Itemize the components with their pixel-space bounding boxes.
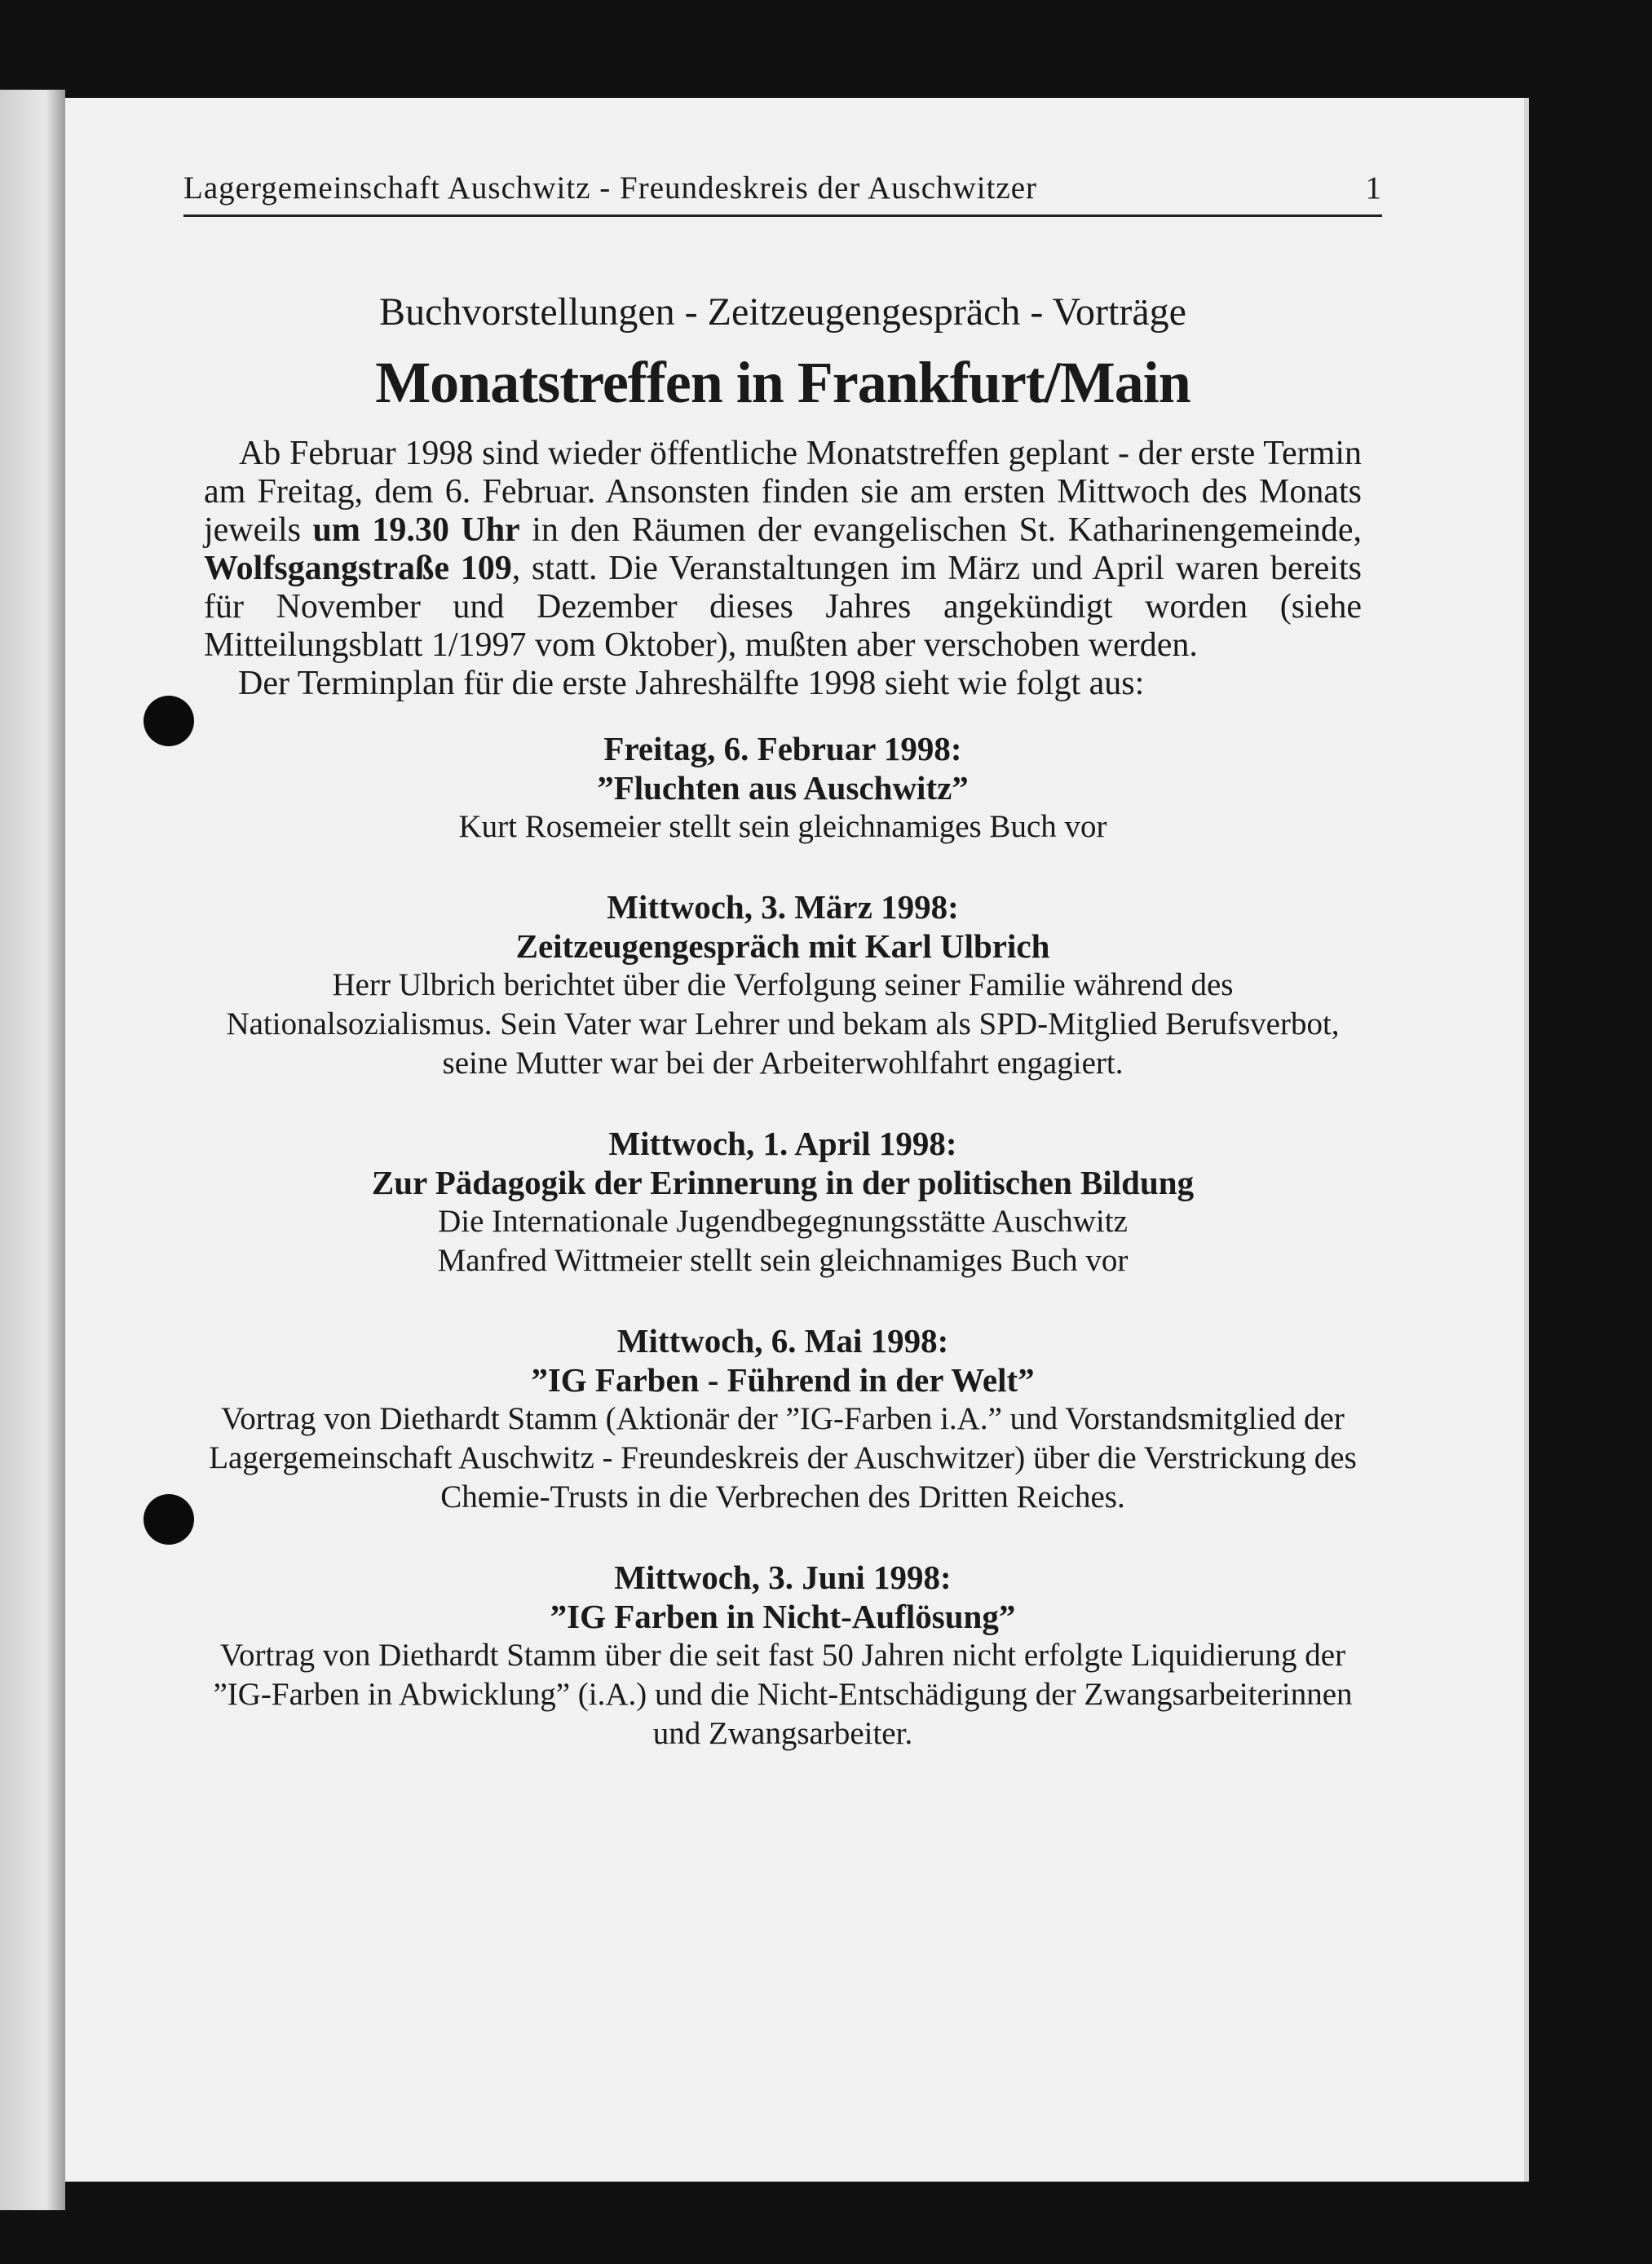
event-item: [204, 729, 1362, 847]
document-subtitle: Buchvorstellungen - Zeitzeugengespräch - Vorträge: [379, 290, 1186, 334]
event-title: ”IG Farben - Führend in der Welt”: [531, 1361, 1035, 1399]
event-description: Die Internationale Jugendbegegnungsstätte Auschwitz Manfred Wittmeier stellt sein gleichnamiges Buch vor: [437, 1204, 1129, 1278]
event-date: Mittwoch, 3. März 1998:: [607, 888, 959, 926]
event-title: Zeitzeugengespräch mit Karl Ulbrich: [515, 927, 1050, 965]
intro-text-a: Ab Februar 1998 sind wieder öffentliche Monatstreffen geplant - der erste Termin am Freitag, dem 6. Februar. Ansonsten finden sie am ersten Mittwoch des Monats jeweils: [204, 435, 1362, 549]
page-number: 1: [1365, 170, 1382, 206]
adjacent-page-edge: [0, 90, 65, 2210]
event-description: Kurt Rosemeier stellt sein gleichnamiges Buch vor: [458, 809, 1107, 844]
event-title: ”IG Farben in Nicht-Auflösung”: [550, 1598, 1016, 1635]
intro-paragraph-1: [204, 435, 1362, 665]
event-list: [204, 729, 1362, 1753]
meeting-time: um 19.30 Uhr: [312, 511, 520, 549]
event-title: Zur Pädagogik der Erinnerung in der politischen Bildung: [371, 1164, 1195, 1201]
punch-hole: [144, 696, 194, 746]
main-content: [204, 290, 1362, 1794]
intro-text-b: in den Räumen der evangelischen St. Katharinengemeinde,: [519, 511, 1362, 549]
event-item: [204, 1124, 1362, 1280]
intro-text-c: , statt. Die Veranstaltungen im März und April waren bereits für November und Dezember dieses Jahres angekündigt worden (siehe Mitteilungsblatt 1/1997 vom Oktober), mußten aber verschoben werden.: [204, 550, 1362, 664]
intro-paragraph-2: [204, 665, 1362, 703]
event-date: Mittwoch, 3. Juni 1998:: [614, 1559, 952, 1596]
header-title: Lagergemeinschaft Auschwitz - Freundeskreis der Auschwitzer: [183, 170, 1038, 206]
event-item: [204, 887, 1362, 1083]
meeting-address: Wolfsgangstraße 109: [204, 550, 512, 587]
event-date: Freitag, 6. Februar 1998:: [603, 730, 962, 767]
intro-text-p2: Der Terminplan für die erste Jahreshälfte 1998 sieht wie folgt aus:: [238, 665, 1145, 702]
event-description: Vortrag von Diethardt Stamm (Aktionär der ”IG-Farben i.A.” und Vorstandsmitglied der Lagergemeinschaft Auschwitz - Freundeskreis der Auschwitzer) über die Verstrickung des Chemie-Trusts in die Verbrechen des Dritten Reiches.: [209, 1401, 1357, 1514]
document-page: [65, 98, 1529, 2182]
punch-hole: [144, 1494, 194, 1545]
event-date: Mittwoch, 1. April 1998:: [608, 1125, 957, 1162]
event-title: ”Fluchten aus Auschwitz”: [597, 769, 969, 807]
event-description: Herr Ulbrich berichtet über die Verfolgung seiner Familie während des Nationalsozialismus. Sein Vater war Lehrer und bekam als SPD-Mitglied Berufsverbot, seine Mutter war bei der Arbeiterwohlfahrt engagiert.: [226, 967, 1340, 1081]
document-title: Monatstreffen in Frankfurt/Main: [375, 350, 1190, 415]
event-date: Mittwoch, 6. Mai 1998:: [616, 1322, 949, 1360]
event-item: [204, 1321, 1362, 1517]
page-header: [183, 170, 1382, 217]
event-description: Vortrag von Diethardt Stamm über die seit fast 50 Jahren nicht erfolgte Liquidierung der ”IG-Farben in Abwicklung” (i.A.) und die Nicht-Entschädigung der Zwangsarbeiterinnen und Zwangsarbeiter.: [213, 1638, 1353, 1751]
event-item: [204, 1558, 1362, 1753]
intro-text: [204, 435, 1362, 703]
